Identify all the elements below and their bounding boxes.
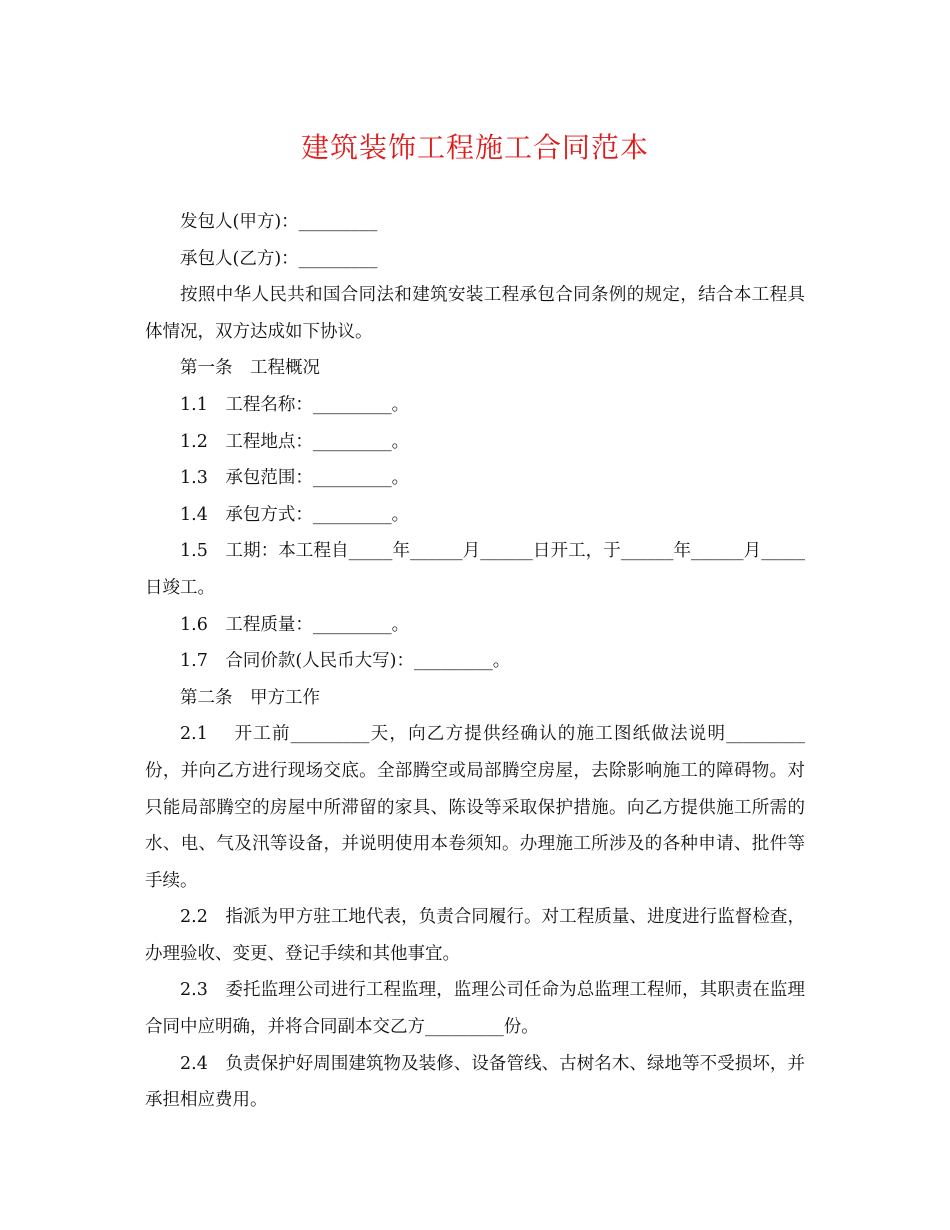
article-2-heading: 第二条 甲方工作 [180, 687, 320, 708]
clause-2-1: 2.1 开工前_________天，向乙方提供经确认的施工图纸做法说明_________份，并向乙方进行现场交底。全部腾空或局部腾空房屋，去除影响施工的障碍物。对只能局部腾空的房屋中所滞留的家具、陈设等采取保护措施。向乙方提供施工所需的水、电、气及汛等设备，并说明使用本卷须知。办理施工所涉及的各种申请、批件等手续。 [145, 724, 805, 891]
clause-1-6: 1.6 工程质量：_________。 [180, 614, 410, 635]
document-body [145, 204, 805, 1119]
clause-1-4: 1.4 承包方式：_________。 [180, 504, 410, 525]
clause-1-2: 1.2 工程地点：_________。 [180, 431, 410, 452]
clause-1-7: 1.7 合同价款(人民币大写)：_________。 [180, 651, 511, 672]
document-title: 建筑装饰工程施工合同范本 [300, 131, 649, 164]
clause-2-4: 2.4 负责保护好周围建筑物及装修、设备管线、古树名木、绿地等不受损坏，并承担相应费用。 [145, 1053, 805, 1111]
clause-1-5: 1.5 工期：本工程自_____年______月______日开工，于______年______月_____日竣工。 [145, 541, 805, 598]
clause-1-3: 1.3 承包范围：_________。 [180, 468, 410, 489]
clause-2-2: 2.2 指派为甲方驻工地代表，负责合同履行。对工程质量、进度进行监督检查，办理验收、变更、登记手续和其他事宜。 [145, 907, 805, 964]
clause-2-3: 2.3 委托监理公司进行工程监理，监理公司任命为总监理工程师，其职责在监理合同中应明确，并将合同副本交乙方_________份。 [145, 980, 805, 1038]
preamble-paragraph: 按照中华人民共和国合同法和建筑安装工程承包合同条例的规定，结合本工程具体情况，双方达成如下协议。 [145, 285, 805, 342]
article-1-heading: 第一条 工程概况 [180, 358, 320, 379]
clause-1-1: 1.1 工程名称：_________。 [180, 394, 410, 415]
party-a-line: 发包人(甲方)：_________ [180, 212, 378, 232]
party-b-line: 承包人(乙方)：_________ [180, 248, 378, 269]
